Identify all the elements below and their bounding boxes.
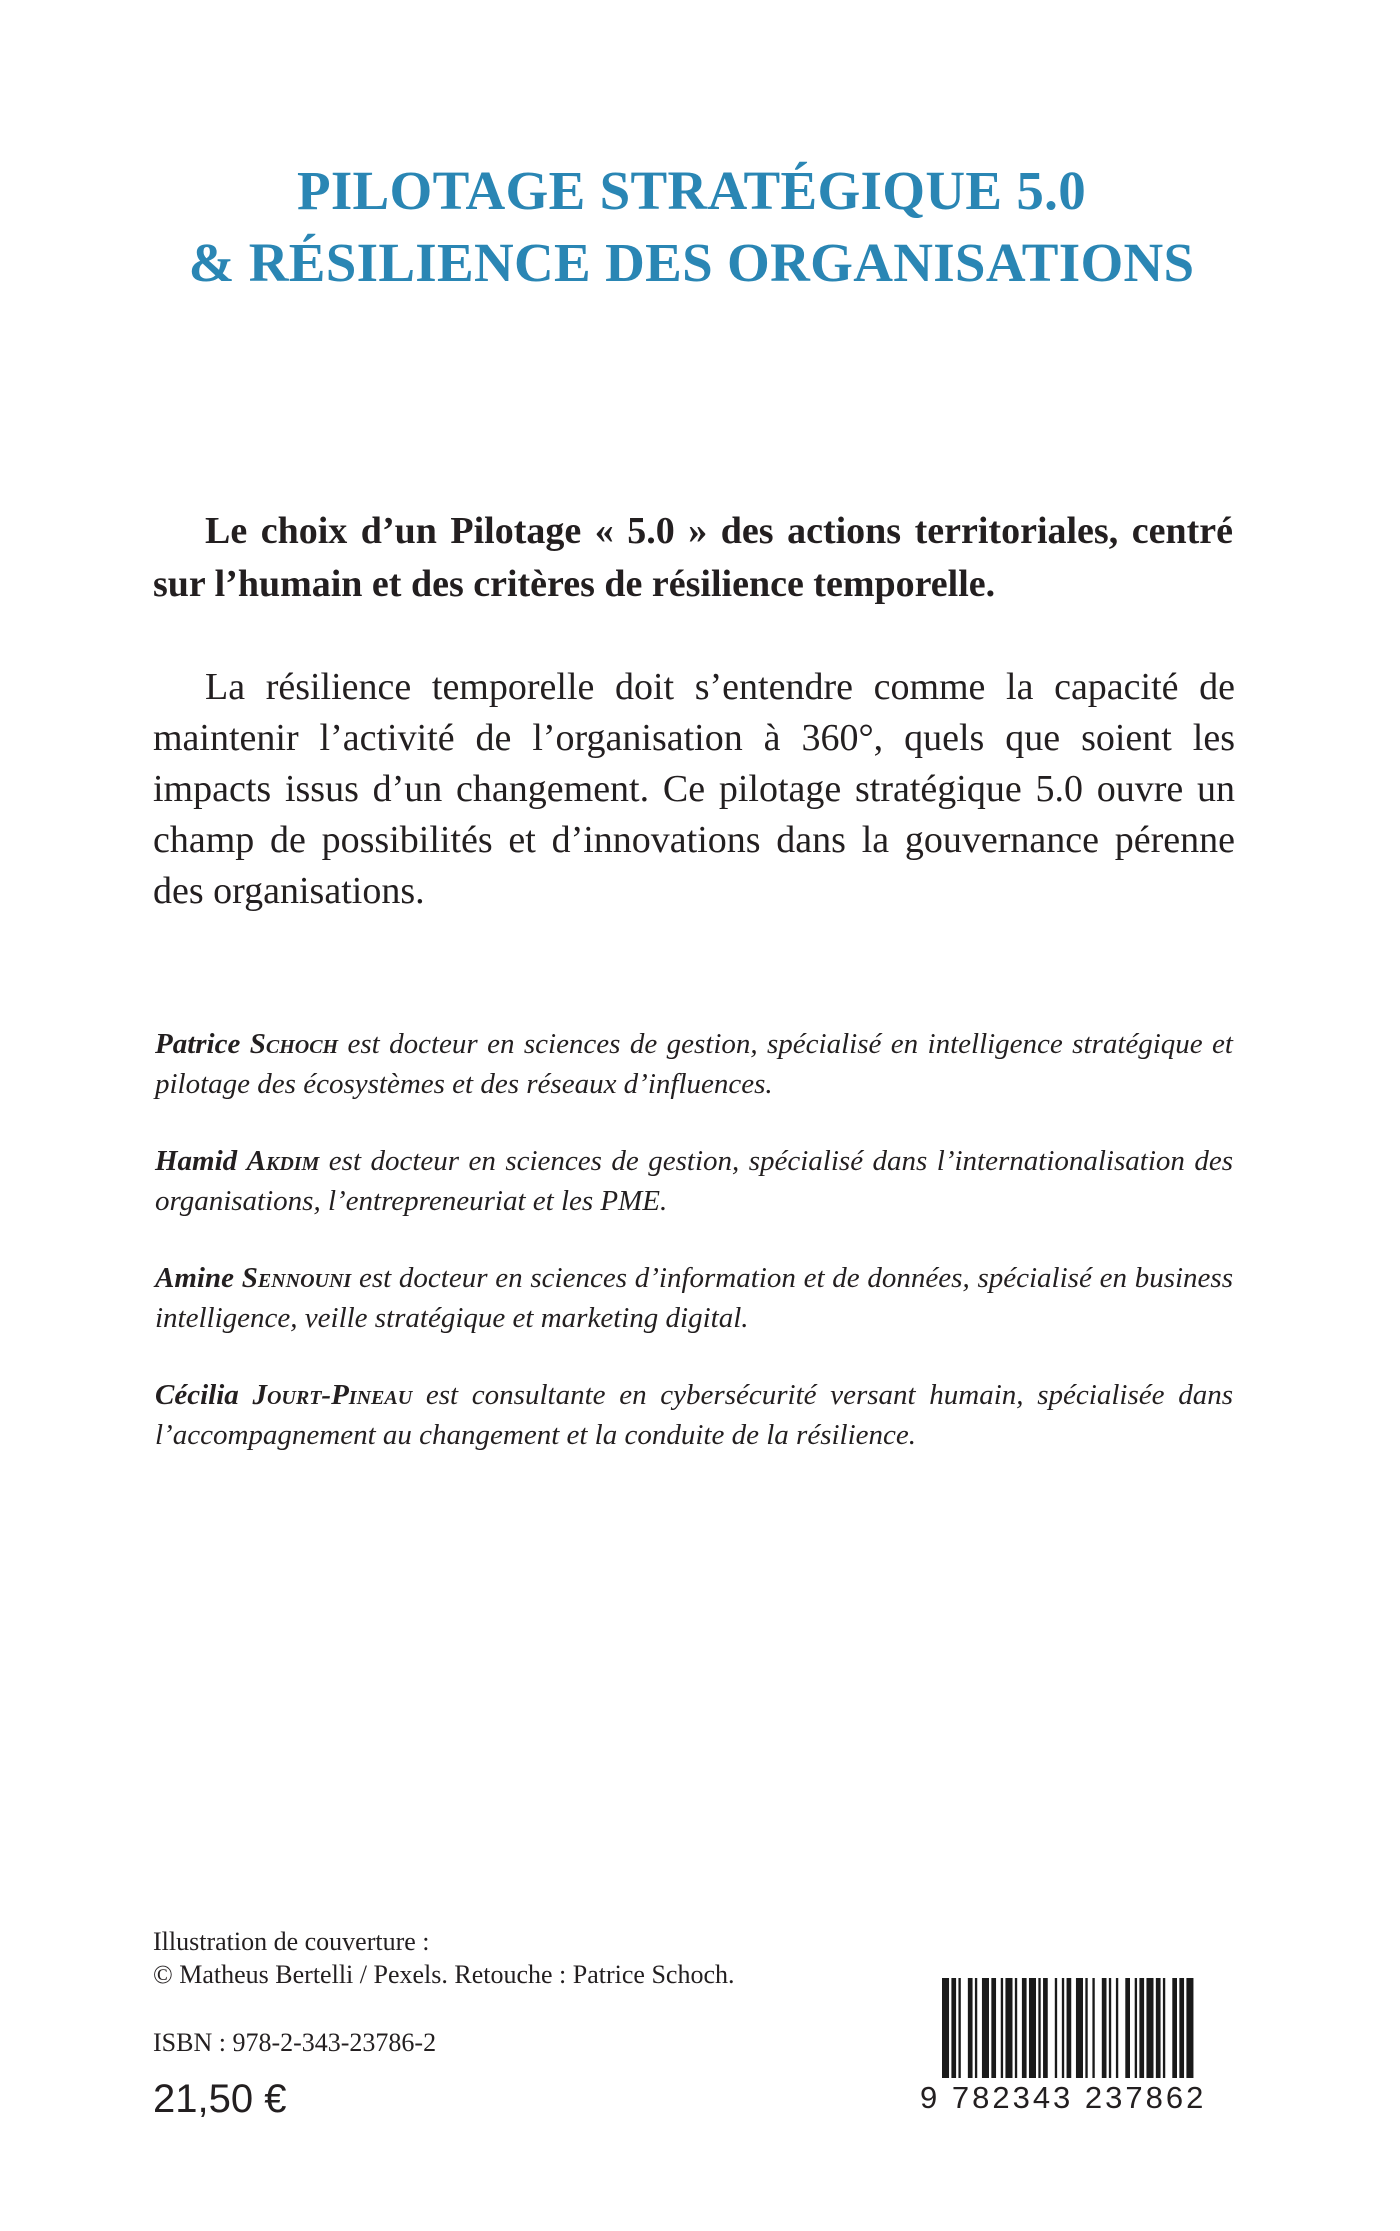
barcode-digits: 9 782343 237862 xyxy=(920,2080,1207,2115)
barcode-bar xyxy=(1092,1978,1094,2078)
barcode-bar xyxy=(1179,1978,1184,2078)
barcode-bar xyxy=(1005,1978,1012,2078)
book-title xyxy=(0,155,1383,299)
barcode-bar xyxy=(991,1978,996,2078)
author-first-name: Cécilia xyxy=(155,1379,253,1411)
barcode-bar xyxy=(1001,1978,1003,2078)
barcode-bar xyxy=(982,1978,989,2078)
isbn: ISBN : 978-2-343-23786-2 xyxy=(153,2028,437,2057)
barcode-bar xyxy=(1038,1978,1040,2078)
barcode-bar xyxy=(1022,1978,1027,2078)
barcode-bar xyxy=(1015,1978,1017,2078)
barcode-bar xyxy=(1085,1978,1087,2078)
author-bios xyxy=(155,1024,1233,1492)
barcode-bar xyxy=(1125,1978,1130,2078)
barcode-bars xyxy=(920,1978,1220,2078)
author-name xyxy=(155,1028,338,1060)
barcode-bar xyxy=(1067,1978,1072,2078)
author-bio xyxy=(155,1141,1233,1221)
barcode-bar xyxy=(1146,1978,1153,2078)
summary-lead: Le choix d’un Pilotage « 5.0 » des actions territoriales, centré sur l’humain et des critères de résilience temporelle. xyxy=(153,510,1233,605)
barcode-bar xyxy=(1029,1978,1036,2078)
barcode-bar xyxy=(1135,1978,1137,2078)
author-first-name: Amine xyxy=(155,1262,242,1294)
credits-detail: © Matheus Bertelli / Pexels. Retouche : Patrice Schoch. xyxy=(153,1960,735,1989)
barcode-bar xyxy=(968,1978,973,2078)
author-bio-text: est consultante en cybersécurité versant humain, spécialisée dans l’accompagnement au changement et la conduite de la résilience. xyxy=(155,1379,1234,1451)
barcode-bar xyxy=(1043,1978,1048,2078)
author-first-name: Patrice xyxy=(155,1028,250,1060)
author-last-name: Akdim xyxy=(246,1145,320,1177)
barcode xyxy=(920,1978,1220,2126)
author-last-name: Jourt-Pineau xyxy=(252,1379,413,1411)
author-last-name: Schoch xyxy=(249,1028,339,1060)
barcode-bar xyxy=(1156,1978,1161,2078)
author-name xyxy=(155,1145,319,1177)
author-name xyxy=(155,1379,412,1411)
author-bio xyxy=(155,1375,1233,1455)
author-bio-text: est docteur en sciences de gestion, spécialisé dans l’internationalisation des organisations, l’entrepreneuriat et les PME. xyxy=(155,1145,1233,1217)
barcode-bar xyxy=(1186,1978,1193,2078)
author-bio-text: est docteur en sciences d’information et de données, spécialisé en business intelligence, veille stratégique et marketing digital. xyxy=(155,1262,1233,1334)
author-bio xyxy=(155,1258,1233,1338)
barcode-bar xyxy=(942,1978,949,2078)
author-first-name: Hamid xyxy=(155,1145,247,1177)
author-name xyxy=(155,1262,351,1294)
barcode-bar xyxy=(1062,1978,1064,2078)
barcode-bar xyxy=(958,1978,960,2078)
author-bio-text: est docteur en sciences de gestion, spécialisé en intelligence stratégique et pilotage des écosystèmes et des réseaux d’influences. xyxy=(155,1028,1233,1100)
barcode-bar xyxy=(1172,1978,1177,2078)
price: 21,50 € xyxy=(153,2077,287,2121)
barcode-bar xyxy=(1163,1978,1165,2078)
barcode-bar xyxy=(1076,1978,1083,2078)
summary-body: La résilience temporelle doit s’entendre comme la capacité de maintenir l’activité de l’organisation à 360°, quels que soient les impacts issus d’un changement. Ce pilotage stratégique 5.0 ouvre un champ de possibilités et d’innovations dans la gouvernance pérenne des organisations. xyxy=(153,666,1235,912)
barcode-bar xyxy=(1055,1978,1057,2078)
barcode-bar xyxy=(1109,1978,1111,2078)
barcode-bar xyxy=(1116,1978,1118,2078)
barcode-bar xyxy=(975,1978,977,2078)
author-last-name: Sennouni xyxy=(241,1262,352,1294)
author-bio xyxy=(155,1024,1233,1104)
book-title-line-2: & RÉSILIENCE DES ORGANISATIONS xyxy=(188,232,1195,293)
book-title-line-1: PILOTAGE STRATÉGIQUE 5.0 xyxy=(296,160,1087,221)
barcode-bar xyxy=(951,1978,956,2078)
credits-label: Illustration de couverture : xyxy=(153,1927,430,1956)
barcode-bar xyxy=(1102,1978,1107,2078)
barcode-bar xyxy=(1139,1978,1144,2078)
cover-credits xyxy=(153,1925,735,1991)
